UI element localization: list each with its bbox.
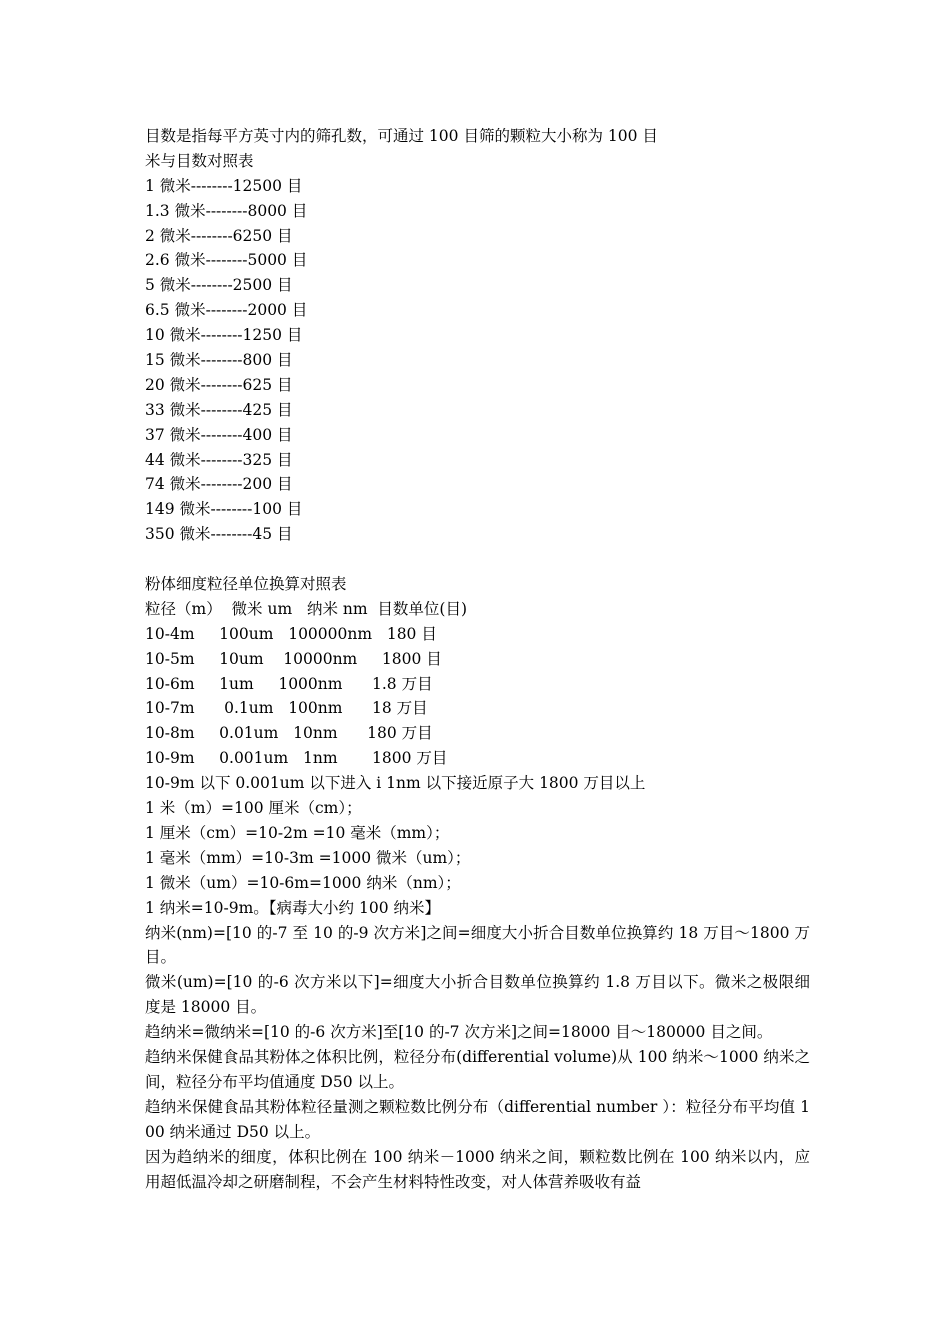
paragraph-nanometer: 纳米(nm)=[10 的-7 至 10 的-9 次方米]之间=细度大小折合目数单位换算约 18 万目～1800 万目。: [145, 923, 810, 967]
mesh-table-row: 33 微米--------425 目: [145, 400, 293, 419]
mesh-table-row: 6.5 微米--------2000 目: [145, 301, 308, 320]
mesh-table-row: 44 微米--------325 目: [145, 450, 293, 469]
paragraph-near-nano: 趋纳米=微纳米=[10 的-6 次方米]至[10 的-7 次方米]之间=18000 目～180000 目之间。: [145, 1023, 773, 1042]
mesh-table: [145, 174, 810, 547]
mesh-table-row: 2 微米--------6250 目: [145, 226, 293, 245]
mesh-table-row: 1.3 微米--------8000 目: [145, 201, 308, 220]
below-nanometer-note: 10-9m 以下 0.001um 以下进入 i 1nm 以下接近原子大 1800 万目以上: [145, 774, 646, 793]
mesh-table-row: 15 微米--------800 目: [145, 351, 293, 370]
mesh-table-row: 5 微米--------2500 目: [145, 276, 293, 295]
unit-definition: 1 厘米（cm）=10-2m =10 毫米（mm）；: [145, 823, 450, 842]
unit-definition: 1 毫米（mm）=10-3m =1000 微米（um）；: [145, 848, 471, 867]
mesh-table-row: 350 微米--------45 目: [145, 525, 293, 544]
conversion-table-row: 10-6m 1um 1000nm 1.8 万目: [145, 674, 433, 693]
mesh-table-row: 1 微米--------12500 目: [145, 176, 303, 195]
mesh-table-title: 米与目数对照表: [145, 151, 254, 170]
conversion-table-header: 粒径（m） 微米 um 纳米 nm 目数单位(目): [145, 599, 467, 618]
paragraph-conclusion: 因为趋纳米的细度，体积比例在 100 纳米－1000 纳米之间，颗粒数比例在 100 纳米以内，应用超低温冷却之研磨制程，不会产生材料特性改变，对人体营养吸收有益: [145, 1147, 810, 1191]
intro-definition: 目数是指每平方英寸内的筛孔数，可通过 100 目筛的颗粒大小称为 100 目: [145, 127, 658, 145]
mesh-table-row: 74 微米--------200 目: [145, 475, 293, 494]
mesh-table-row: 20 微米--------625 目: [145, 375, 293, 394]
unit-definitions: [145, 796, 810, 920]
mesh-table-row: 37 微米--------400 目: [145, 425, 293, 444]
unit-definition: 1 米（m）=100 厘米（cm）；: [145, 799, 362, 818]
mesh-table-row: 149 微米--------100 目: [145, 500, 303, 519]
conversion-table-row: 10-8m 0.01um 10nm 180 万目: [145, 724, 433, 743]
explanation-paragraphs: [145, 921, 810, 1195]
mesh-table-row: 10 微米--------1250 目: [145, 326, 303, 345]
paragraph-number-distribution: 趋纳米保健食品其粉体粒径量测之颗粒数比例分布（differential number ）：粒径分布平均值 100 纳米通过 D50 以上。: [145, 1097, 810, 1141]
conversion-table-row: 10-5m 10um 10000nm 1800 目: [145, 649, 442, 668]
paragraph-volume-distribution: 趋纳米保健食品其粉体之体积比例，粒径分布(differential volume)从 100 纳米～1000 纳米之间，粒径分布平均值通度 D50 以上。: [145, 1048, 810, 1091]
conversion-table-row: 10-9m 0.001um 1nm 1800 万目: [145, 749, 448, 768]
conversion-table-row: 10-4m 100um 100000nm 180 目: [145, 624, 437, 643]
conversion-table-title: 粉体细度粒径单位换算对照表: [145, 575, 347, 594]
conversion-table-row: 10-7m 0.1um 100nm 18 万目: [145, 699, 428, 718]
paragraph-micrometer: 微米(um)=[10 的-6 次方米以下]=细度大小折合目数单位换算约 1.8 万目以下。微米之极限细度是 18000 目。: [145, 973, 810, 1017]
document-body: [145, 124, 810, 1194]
mesh-table-row: 2.6 微米--------5000 目: [145, 251, 308, 270]
unit-definition: 1 纳米=10-9m。【病毒大小约 100 纳米】: [145, 898, 440, 917]
conversion-table: [145, 622, 810, 771]
blank-line: [145, 547, 810, 572]
unit-definition: 1 微米（um）=10-6m=1000 纳米（nm）；: [145, 873, 461, 892]
